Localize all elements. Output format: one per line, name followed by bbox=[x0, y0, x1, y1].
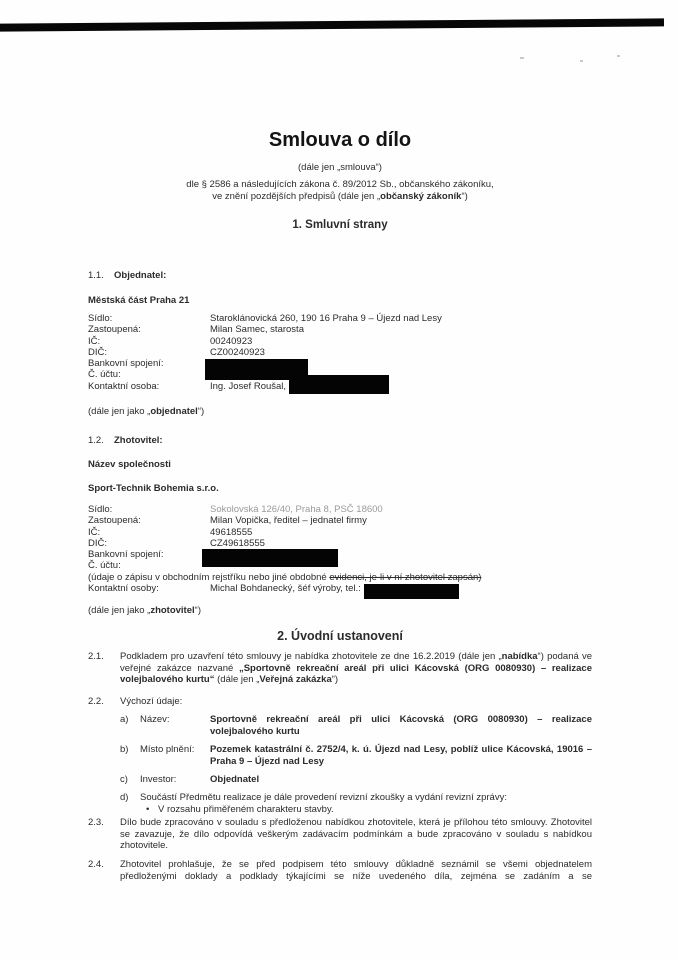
row-label: Kontaktní osoba: bbox=[88, 380, 160, 392]
document-title: Smlouva o dílo bbox=[268, 129, 412, 151]
detail-row-sidlo bbox=[88, 504, 592, 515]
text-run: (dále jen „ bbox=[214, 674, 260, 685]
detail-row-dic bbox=[88, 538, 592, 549]
subitem-a bbox=[88, 714, 592, 737]
row-label: Zastoupená: bbox=[88, 324, 141, 336]
detail-row-sidlo bbox=[88, 313, 592, 324]
row-label: IČ: bbox=[88, 526, 101, 538]
subitem-value: Pozemek katastrální č. 2752/4, k. ú. Újezd nad Lesy, poblíž ulice Kácovská, 19016 – Praha 9 – Újezd nad Lesy bbox=[210, 744, 592, 767]
objednatel-details bbox=[88, 313, 592, 392]
legal-line2-bold: občanský zákoník bbox=[380, 190, 462, 202]
row-value: CZ00240923 bbox=[210, 346, 265, 358]
paragraph-2-3 bbox=[88, 817, 592, 852]
objednatel-alias bbox=[88, 406, 592, 418]
legal-line2-pre: ve znění pozdějších předpisů (dále jen „ bbox=[212, 190, 381, 202]
row-label: Sídlo: bbox=[88, 313, 113, 324]
subitem-letter: d) bbox=[120, 792, 129, 803]
clause-1-2-title: Zhotovitel: bbox=[114, 435, 163, 446]
paragraph-number: 2.3. bbox=[88, 817, 104, 828]
paragraph-number: 2.1. bbox=[88, 651, 104, 662]
paragraph-number: 2.4. bbox=[88, 859, 104, 870]
row-label: Zastoupená: bbox=[88, 515, 141, 527]
detail-row-ucet bbox=[88, 560, 592, 571]
subitem-text: Součástí Předmětu realizace je dále provedení revizní zkoušky a vydání revizní zprávy: bbox=[140, 792, 507, 803]
alias-pre: (dále jen jako „ bbox=[88, 406, 151, 417]
alias-bold: zhotovitel bbox=[150, 605, 195, 616]
objednatel-name: Městská část Praha 21 bbox=[88, 295, 190, 306]
subitem-value: Sportovně rekreační areál při ulici Kácovská (ORG 0080930) – realizace volejbalového kurtu bbox=[210, 714, 592, 737]
redaction-box bbox=[364, 584, 459, 599]
row-value-faded: Sokolovská 126/40, Praha 8, PSČ 18600 bbox=[210, 504, 383, 515]
paragraph-number: 2.2. bbox=[88, 696, 104, 707]
bold-run: Veřejná zakázka bbox=[259, 674, 332, 685]
detail-row-kontakt bbox=[88, 583, 592, 594]
alias-post: “) bbox=[194, 605, 201, 616]
row-label: Kontaktní osoby: bbox=[88, 583, 159, 595]
scan-artifact-speck bbox=[617, 55, 620, 57]
detail-row-bank bbox=[88, 358, 592, 369]
registry-note-struck-text: evidenci, je-li v ní zhotovitel zapsán) bbox=[329, 571, 482, 583]
text-run: Podkladem pro uzavření této smlouvy je nabídka zhotovitele ze dne 16.2.2019 (dále jen „ bbox=[120, 651, 502, 662]
legal-line1: dle § 2586 a následujících zákona č. 89/2012 Sb., občanského zákoníku, bbox=[186, 179, 494, 190]
paragraph-2-4 bbox=[88, 859, 592, 882]
row-label: Č. účtu: bbox=[88, 369, 121, 381]
row-label: IČ: bbox=[88, 335, 101, 347]
clause-1-1-title: Objednatel: bbox=[114, 270, 167, 281]
clause-1-1 bbox=[88, 270, 592, 282]
bullet-text: V rozsahu přiměřeném charakteru stavby. bbox=[158, 803, 334, 815]
detail-row-dic bbox=[88, 347, 592, 358]
row-value: Milan Vopička, ředitel – jednatel firmy bbox=[210, 515, 367, 527]
row-value: CZ49618555 bbox=[210, 537, 265, 549]
subitem-c bbox=[88, 774, 592, 786]
detail-row-kontakt bbox=[88, 381, 592, 392]
row-label: Sídlo: bbox=[88, 504, 113, 515]
scan-artifact-top-bar bbox=[0, 18, 664, 31]
subitem-label: Místo plnění: bbox=[140, 744, 195, 755]
alias-pre: (dále jen jako „ bbox=[88, 605, 151, 616]
row-value: Ing. Josef Roušal, bbox=[210, 380, 287, 392]
registry-note-text: (údaje o zápisu v obchodním rejstříku nebo jiné obdobné bbox=[88, 571, 330, 583]
row-value: 00240923 bbox=[210, 335, 253, 347]
paragraph-text: Dílo bude zpracováno v souladu s předloženou nabídkou zhotovitele, která je přílohou této smlouvy. Zhotovitel se zavazuje, že dílo odpovídá veškerým zadávacím podmínkám a bude zpracováno v souladu s nabídkou zhotovitele. bbox=[120, 817, 592, 851]
paragraph-2-2 bbox=[88, 696, 592, 708]
redaction-box bbox=[289, 375, 389, 394]
zhotovitel-details bbox=[88, 504, 592, 595]
scan-artifact-speck bbox=[520, 57, 524, 59]
row-label: Č. účtu: bbox=[88, 560, 121, 572]
scan-artifact-speck bbox=[580, 60, 583, 62]
row-value: Milan Samec, starosta bbox=[210, 324, 304, 336]
clause-1-1-number: 1.1. bbox=[88, 270, 104, 281]
document-subtitle: (dále jen „smlouva“) bbox=[298, 162, 382, 173]
subitem-value: Objednatel bbox=[210, 774, 260, 785]
subitem-letter: b) bbox=[120, 744, 129, 755]
zhotovitel-name: Sport-Technik Bohemia s.r.o. bbox=[88, 483, 219, 494]
legal-line2-post: “) bbox=[461, 190, 468, 202]
paragraph-text: Výchozí údaje: bbox=[120, 696, 183, 707]
section-1-heading: 1. Smluvní strany bbox=[292, 219, 388, 231]
text-run: “) bbox=[331, 674, 339, 685]
row-label: Bankovní spojení: bbox=[88, 549, 164, 561]
subitem-letter: c) bbox=[120, 774, 128, 785]
clause-1-2 bbox=[88, 435, 592, 447]
legal-reference bbox=[88, 179, 592, 202]
section-2-heading: 2. Úvodní ustanovení bbox=[277, 629, 403, 643]
paragraph-text: Zhotovitel prohlašuje, že se před podpisem této smlouvy důkladně seznámil se všemi objednatelem předloženými doklady a podklady týkajícími se níže uvedeného díla, zejména se zadáním a se bbox=[120, 859, 592, 882]
registry-note bbox=[88, 572, 592, 584]
paragraph-2-1 bbox=[88, 651, 592, 686]
alias-bold: objednatel bbox=[150, 406, 198, 417]
row-label: DIČ: bbox=[88, 537, 107, 549]
paragraph-text bbox=[120, 651, 592, 686]
bold-run: nabídka bbox=[501, 651, 538, 662]
row-value: Michal Bohdanecký, šéf výroby, tel.: bbox=[210, 583, 361, 595]
bold-run: „Sportovně rekreační areál při ulici Kácovská (ORG 0080930) – realizace volejbalového kurtu“ bbox=[120, 662, 593, 685]
row-label: DIČ: bbox=[88, 346, 107, 358]
detail-row-ic bbox=[88, 336, 592, 347]
detail-row-zastoupena bbox=[88, 515, 592, 526]
row-label: Bankovní spojení: bbox=[88, 358, 164, 370]
subitem-label: Investor: bbox=[140, 774, 177, 785]
subitem-letter: a) bbox=[120, 714, 129, 725]
detail-row-ic bbox=[88, 527, 592, 538]
text-run: “) podaná ve veřejné zakázce nazvané bbox=[120, 651, 592, 674]
alias-post: “) bbox=[197, 406, 205, 417]
clause-1-2-number: 1.2. bbox=[88, 435, 104, 446]
subitem-d bbox=[88, 792, 592, 815]
detail-row-zastoupena bbox=[88, 324, 592, 335]
bullet-item bbox=[146, 804, 592, 816]
detail-row-bank bbox=[88, 549, 592, 560]
row-value: Staroklánovická 260, 190 16 Praha 9 – Újezd nad Lesy bbox=[210, 313, 442, 324]
zhotovitel-alias bbox=[88, 605, 592, 617]
bullet-icon: • bbox=[146, 803, 150, 815]
company-name-label: Název společnosti bbox=[88, 459, 171, 470]
subitem-b bbox=[88, 744, 592, 767]
row-value: 49618555 bbox=[210, 526, 253, 538]
subitem-label: Název: bbox=[140, 714, 170, 725]
